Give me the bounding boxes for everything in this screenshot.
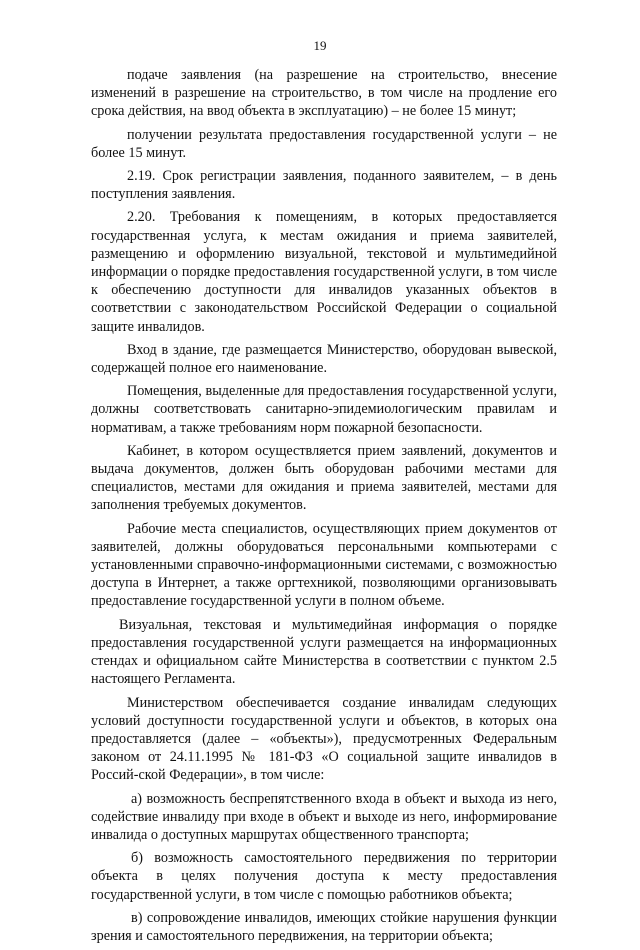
page-number: 19: [313, 38, 327, 53]
paragraph: 2.20. Требования к помещениям, в которых предоставляется государственная услуга, к местам ожидания и приема заявителей, размещению и оформлению визуальной, текстовой и мультимедийной информации о порядке предоставления государственной услуги, в том числе к обеспечению доступности для инвалидов указанных объектов в соответствии с законодательством Российской Федерации о социальной защите инвалидов.: [91, 209, 557, 335]
paragraph: Помещения, выделенные для предоставления государственной услуги, должны соответствовать санитарно-эпидемиологическим правилам и нормативам, а также требованиям норм пожарной безопасности.: [91, 383, 557, 436]
paragraph: подаче заявления (на разрешение на строительство, внесение изменений в разрешение на строительство, в том числе на продление его срока действия, на ввод объекта в эксплуатацию) – не более 15 минут;: [91, 67, 557, 120]
paragraph: 2.19. Срок регистрации заявления, поданного заявителем, – в день поступления заявления.: [91, 168, 557, 203]
paragraph: Визуальная, текстовая и мультимедийная информация о порядке предоставления государственной услуги размещается на информационных стендах и официальном сайте Министерства в соответствии с пунктом 2.5 настоящего Регламента.: [91, 616, 557, 688]
paragraph: Вход в здание, где размещается Министерство, оборудован вывеской, содержащей полное его наименование.: [91, 341, 557, 377]
list-item: б) возможность самостоятельного передвижения по территории объекта в целях получения доступа к месту предоставления государственной услуги, в том числе с помощью работников объекта;: [91, 850, 557, 903]
list-item: в) сопровождение инвалидов, имеющих стойкие нарушения функции зрения и самостоятельного передвижения, на территории объекта;: [91, 909, 557, 944]
list-item: а) возможность беспрепятственного входа в объект и выхода из него, содействие инвалиду при входе в объект и выходе из него, информирование инвалида о доступных маршрутах общественного транспорта;: [91, 790, 557, 843]
paragraph: Министерством обеспечивается создание инвалидам следующих условий доступности государственной услуги и объектов, в которых она предоставляется (далее – «объекты»), предусмотренных Федеральным законом от 24.11.1995 № 181-ФЗ «О социальной защите инвалидов в Россий-ской Федерации», в том числе:: [91, 694, 557, 784]
paragraph: Рабочие места специалистов, осуществляющих прием документов от заявителей, должны оборудоваться персональными компьютерами с установленными справочно-информационными системами, с возможностью доступа в Интернет, а также оргтехникой, позволяющими организовывать предоставление государственной услуги в полном объеме.: [91, 520, 557, 610]
paragraph: получении результата предоставления государственной услуги – не более 15 минут.: [91, 126, 557, 161]
paragraph: Кабинет, в котором осуществляется прием заявлений, документов и выдача документов, должен быть оборудован рабочими местами для специалистов, местами для ожидания и приема заявителей, местами для заполнения требуемых документов.: [91, 442, 557, 514]
document-body: [91, 66, 557, 950]
